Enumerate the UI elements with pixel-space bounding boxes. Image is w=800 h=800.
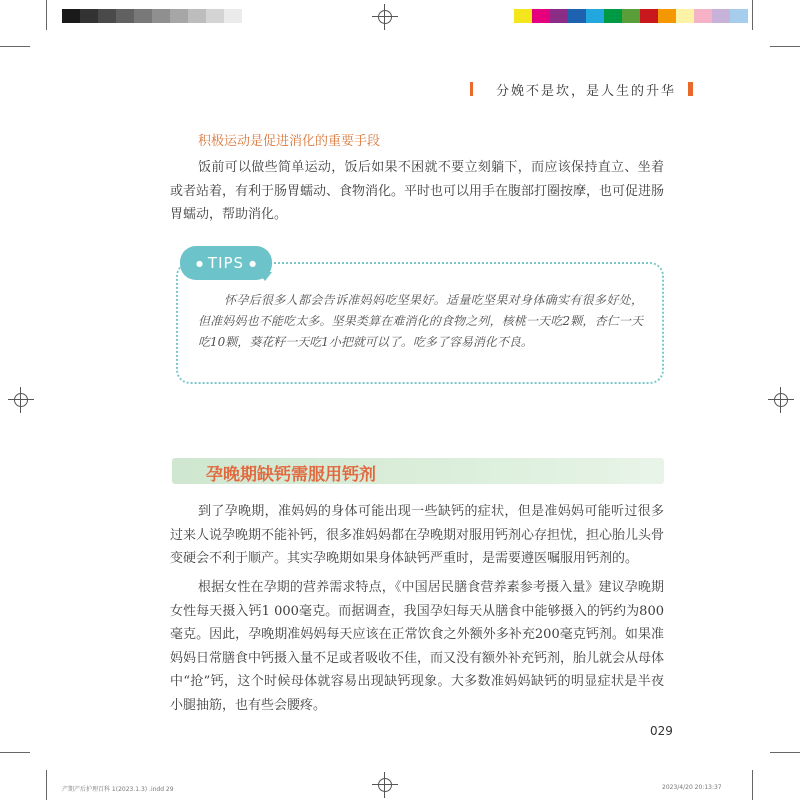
crop-mark <box>770 752 800 753</box>
crop-mark <box>770 46 800 47</box>
running-header <box>470 80 700 98</box>
color-swatch <box>550 9 568 23</box>
color-swatch <box>640 9 658 23</box>
crop-mark <box>46 0 47 30</box>
grey-swatch <box>224 9 242 23</box>
grey-swatch <box>134 9 152 23</box>
registration-mark-bottom <box>372 772 398 798</box>
paragraph-calcium-details: 根据女性在孕期的营养需求特点，《中国居民膳食营养素参考摄入量》建议孕晚期女性每天摄入钙1 000毫克。而据调查，我国孕妇每天从膳食中能够摄入的钙约为800毫克。因此，孕晚期准妈妈每天应该在正常饮食之外额外多补充200毫克钙剂。如果准妈妈日常膳食中钙摄入量不足或者吸收不佳，而又没有额外补充钙剂，胎儿就会从母体中“抢”钙，这个时候母体就容易出现缺钙现象。大多数准妈妈缺钙的明显症状是半夜小腿抽筋，也有些会腰疼。 <box>170 580 665 713</box>
grey-swatch <box>62 9 80 23</box>
running-title: 分娩不是坎，是人生的升华 <box>496 84 677 99</box>
color-swatch <box>712 9 730 23</box>
dot-icon: ● <box>195 258 203 268</box>
tips-label: TIPS <box>207 254 245 272</box>
color-swatch <box>694 9 712 23</box>
paragraph-calcium-intro: 到了孕晚期，准妈妈的身体可能出现一些缺钙的症状，但是准妈妈可能听过很多过来人说孕晚期不能补钙，很多准妈妈都在孕晚期对服用钙剂心存担忧，担心胎儿头骨变硬会不利于顺产。其实孕晚期如果身体缺钙严重时，是需要遵医嘱服用钙剂的。 <box>170 504 665 566</box>
grey-swatch <box>188 9 206 23</box>
grey-calibration-bar <box>62 9 242 23</box>
dot-icon: ● <box>249 258 257 268</box>
section-title: 孕晚期缺钙需服用钙剂 <box>206 465 376 485</box>
registration-mark-top <box>372 4 398 30</box>
color-swatch <box>586 9 604 23</box>
color-swatch <box>622 9 640 23</box>
print-slug-left: 产期产后护理百科 1(2023.1.3) .indd 29 <box>62 786 174 793</box>
subheading: 积极运动是促进消化的重要手段 <box>198 134 381 149</box>
crop-mark <box>46 770 47 800</box>
grey-swatch <box>116 9 134 23</box>
color-swatch <box>658 9 676 23</box>
header-accent-bar-left <box>470 82 473 96</box>
color-calibration-bar <box>514 9 748 23</box>
print-slug-right: 2023/4/20 20:13:37 <box>662 784 722 791</box>
grey-swatch <box>80 9 98 23</box>
crop-mark <box>0 46 30 47</box>
crop-mark <box>752 770 753 800</box>
tips-text: 怀孕后很多人都会告诉准妈妈吃坚果好。适量吃坚果对身体确实有很多好处，但准妈妈也不能吃太多。坚果类算在难消化的食物之列，核桃一天吃2颗，杏仁一天吃10颗，葵花籽一天吃1小把就可以了。吃多了容易消化不良。 <box>198 293 643 349</box>
grey-swatch <box>152 9 170 23</box>
crop-mark <box>0 752 30 753</box>
color-swatch <box>730 9 748 23</box>
header-accent-bar-right <box>688 82 693 96</box>
color-swatch <box>604 9 622 23</box>
registration-mark-left <box>8 387 34 413</box>
color-swatch <box>676 9 694 23</box>
paragraph-digestion: 饭前可以做些简单运动，饭后如果不困就不要立刻躺下，而应该保持直立、坐着或者站着，有利于肠胃蠕动、食物消化。平时也可以用手在腹部打圈按摩，也可促进肠胃蠕动，帮助消化。 <box>170 160 665 222</box>
registration-mark-right <box>768 387 794 413</box>
speech-tail-icon <box>258 272 272 281</box>
crop-mark <box>752 0 753 30</box>
color-swatch <box>568 9 586 23</box>
grey-swatch <box>170 9 188 23</box>
color-swatch <box>532 9 550 23</box>
grey-swatch <box>206 9 224 23</box>
grey-swatch <box>98 9 116 23</box>
color-swatch <box>514 9 532 23</box>
page-number: 029 <box>650 724 673 738</box>
